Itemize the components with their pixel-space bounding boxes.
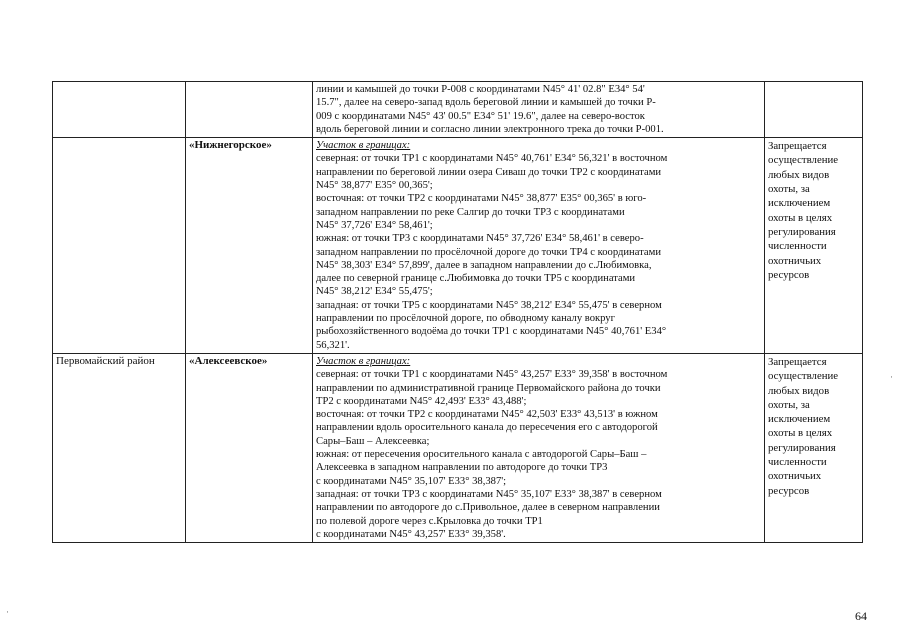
site-cell: [186, 82, 313, 138]
boundary-line: рыбохозяйственного водоёма до точки ТР1 с координатами N45° 40,761' Е34°: [316, 326, 667, 338]
restriction-text: Запрещается осуществление любых видов охоты, за исключением охоты в целях регулирования численности охотничьих ресурсов: [768, 140, 839, 281]
boundary-line: N45° 38,212' Е34° 55,475';: [316, 286, 433, 298]
boundary-line: западная: от точки ТР5 с координатами N45° 38,212' Е34° 55,475' в северном: [316, 299, 662, 311]
boundary-line: 56,321'.: [316, 339, 350, 351]
scan-speck: ·: [6, 607, 9, 617]
boundary-line: западном направлении по просёлочной дороге до точки ТР4 с координатами: [316, 246, 661, 258]
boundary-line: ТР2 с координатами N45° 42,493' Е33° 43,488';: [316, 395, 527, 407]
site-cell: [186, 138, 313, 354]
scan-speck: ·: [890, 372, 893, 382]
restriction-cell: [765, 82, 863, 138]
boundary-header: Участок в границах:: [316, 355, 411, 367]
boundary-line: направлении по просёлочной дороге, по обводному каналу вокруг: [316, 313, 615, 325]
boundary-line: восточная: от точки ТР2 с координатами N45° 38,877' Е35° 00,365' в юго-: [316, 193, 647, 205]
boundary-description: [313, 138, 765, 354]
restriction-cell: [765, 353, 863, 542]
boundary-line: 15.7", далее на северо-запад вдоль береговой линии и камышей до точки Р-: [316, 97, 656, 109]
boundary-line: с координатами N45° 35,107' Е33° 38,387';: [316, 475, 507, 487]
boundary-description: [313, 353, 765, 542]
boundary-line: с координатами N45° 43,257' Е33° 39,358'.: [316, 528, 506, 540]
boundary-line: северная: от точки ТР1 с координатами N45° 40,761' Е34° 56,321' в восточном: [316, 153, 668, 165]
boundary-line: западном направлении по реке Салгир до точки ТР3 с координатами: [316, 206, 625, 218]
page-number: 64: [855, 609, 867, 623]
table-row: [53, 82, 863, 138]
boundary-line: западная: от точки ТР3 с координатами N45° 35,107' Е33° 38,387' в северном: [316, 488, 662, 500]
table-row: [53, 138, 863, 354]
boundary-line: по полевой дороге через с.Крыловка до точки ТР1: [316, 515, 543, 527]
table-row: [53, 353, 863, 542]
boundary-header: Участок в границах:: [316, 140, 411, 152]
boundary-line: направлении по административной границе Первомайского района до точки: [316, 382, 661, 394]
region-cell: [53, 82, 186, 138]
hunting-areas-table: [52, 81, 863, 543]
boundary-line: восточная: от точки ТР2 с координатами N45° 42,503' Е33° 43,513' в южном: [316, 409, 658, 421]
boundary-description: [313, 82, 765, 138]
boundary-line: направлении по автодороге до с.Привольное, далее в северном направлении: [316, 502, 660, 514]
restriction-cell: [765, 138, 863, 354]
restriction-text: Запрещается осуществление любых видов охоты, за исключением охоты в целях регулирования численности охотничьих ресурсов: [768, 355, 839, 497]
boundary-line: направлении вдоль оросительного канала до пересечения его с автодорогой: [316, 422, 658, 434]
boundary-line: Алексеевка в западном направлении по автодороге до точки ТР3: [316, 462, 608, 474]
site-name: «Нижнегорское»: [189, 139, 272, 152]
region-name: Первомайский район: [56, 354, 155, 367]
boundary-line: N45° 37,726' Е34° 58,461';: [316, 219, 433, 231]
boundary-line: линии и камышей до точки Р-008 с координатами N45° 41' 02.8" Е34° 54': [316, 84, 645, 95]
boundary-line: направлении по береговой линии озера Сиваш до точки ТР2 с координатами: [316, 166, 662, 178]
boundary-line: северная: от точки ТР1 с координатами N45° 43,257' Е33° 39,358' в восточном: [316, 369, 668, 381]
region-cell: [53, 353, 186, 542]
site-name: «Алексеевское»: [189, 354, 268, 367]
boundary-line: далее по северной границе с.Любимовка до точки ТР5 с координатами: [316, 273, 636, 285]
site-cell: [186, 353, 313, 542]
boundary-line: N45° 38,877' Е35° 00,365';: [316, 180, 433, 192]
region-cell: [53, 138, 186, 354]
boundary-line: южная: от точки ТР3 с координатами N45° 37,726' Е34° 58,461' в северо-: [316, 233, 644, 245]
boundary-line: южная: от пересечения оросительного канала с автодорогой Сары–Баш –: [316, 449, 647, 461]
boundary-line: вдоль береговой линии и согласно линии электронного трека до точки Р-001.: [316, 123, 664, 135]
boundary-line: N45° 38,303' Е34° 57,899', далее в западном направлении до с.Любимовка,: [316, 259, 652, 271]
boundary-line: 009 с координатами N45° 43' 00.5" Е34° 51' 19.6", далее на северо-восток: [316, 110, 645, 122]
boundary-line: Сары–Баш – Алексеевка;: [316, 435, 430, 447]
